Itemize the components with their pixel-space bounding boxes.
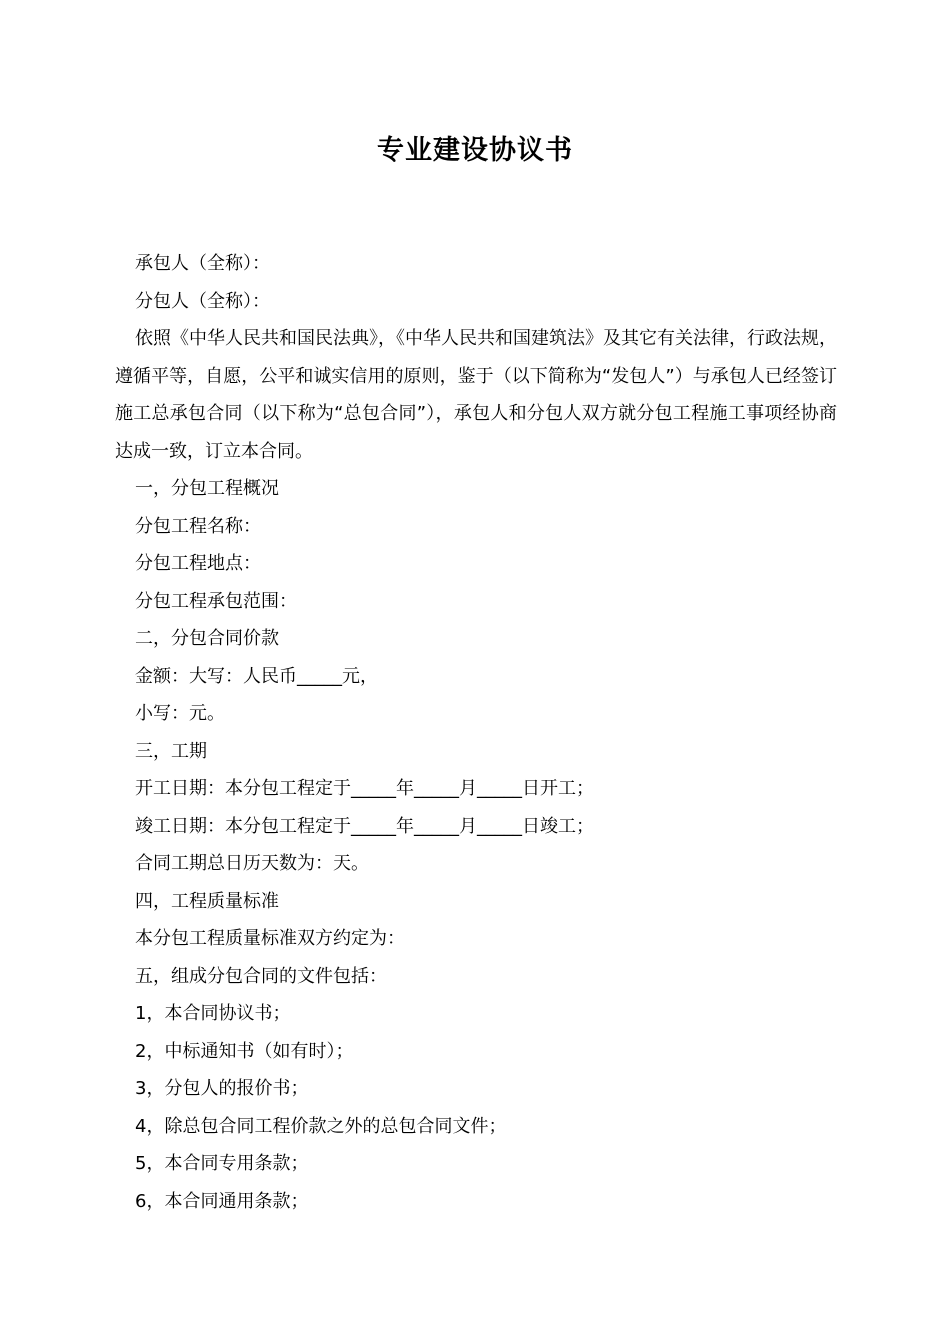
section-heading-price: 二，分包合同价款 — [135, 628, 279, 649]
project-scope-line: 分包工程承包范围： — [135, 590, 297, 612]
list-item: 5，本合同专用条款； — [135, 1153, 309, 1174]
list-item: 6，本合同通用条款； — [135, 1190, 309, 1212]
list-item: 3，分包人的报价书； — [135, 1078, 309, 1099]
total-days-line: 合同工期总日历天数为：天。 — [135, 853, 369, 874]
preamble-paragraph: 依照《中华人民共和国民法典》，《中华人民共和国建筑法》及其它有关法律，行政法规，遵循平等，自愿，公平和诚实信用的原则，鉴于（以下简称为“发包人”）与承包人已经签订施工总承包合同（以下称为“总包合同”），承包人和分包人双方就分包工程施工事项经协商达成一致，订立本合同。 — [115, 328, 837, 462]
list-item: 4，除总包合同工程价款之外的总包合同文件； — [135, 1115, 507, 1137]
completion-date-line: 竣工日期：本分包工程定于_____年_____月_____日竣工； — [135, 815, 594, 837]
list-item: 1，本合同协议书； — [135, 1003, 291, 1024]
document-title: 专业建设协议书 — [377, 135, 573, 166]
section-heading-overview: 一，分包工程概况 — [135, 478, 279, 499]
amount-numeric-line: 小写：元。 — [135, 703, 225, 724]
contractor-name-line: 承包人（全称）： — [135, 253, 270, 274]
start-date-line: 开工日期：本分包工程定于_____年_____月_____日开工； — [135, 778, 594, 799]
project-location-line: 分包工程地点： — [135, 553, 261, 574]
list-item: 2，中标通知书（如有时）； — [135, 1040, 354, 1062]
project-name-line: 分包工程名称： — [135, 515, 261, 537]
section-heading-quality: 四，工程质量标准 — [135, 890, 279, 912]
section-heading-duration: 三，工期 — [135, 740, 207, 762]
subcontractor-name-line: 分包人（全称）： — [135, 290, 270, 312]
document-body — [115, 245, 837, 1220]
amount-capital-line: 金额：大写：人民币_____元， — [135, 665, 378, 687]
quality-standard-line: 本分包工程质量标准双方约定为： — [135, 928, 405, 949]
section-heading-documents: 五，组成分包合同的文件包括： — [135, 965, 387, 987]
